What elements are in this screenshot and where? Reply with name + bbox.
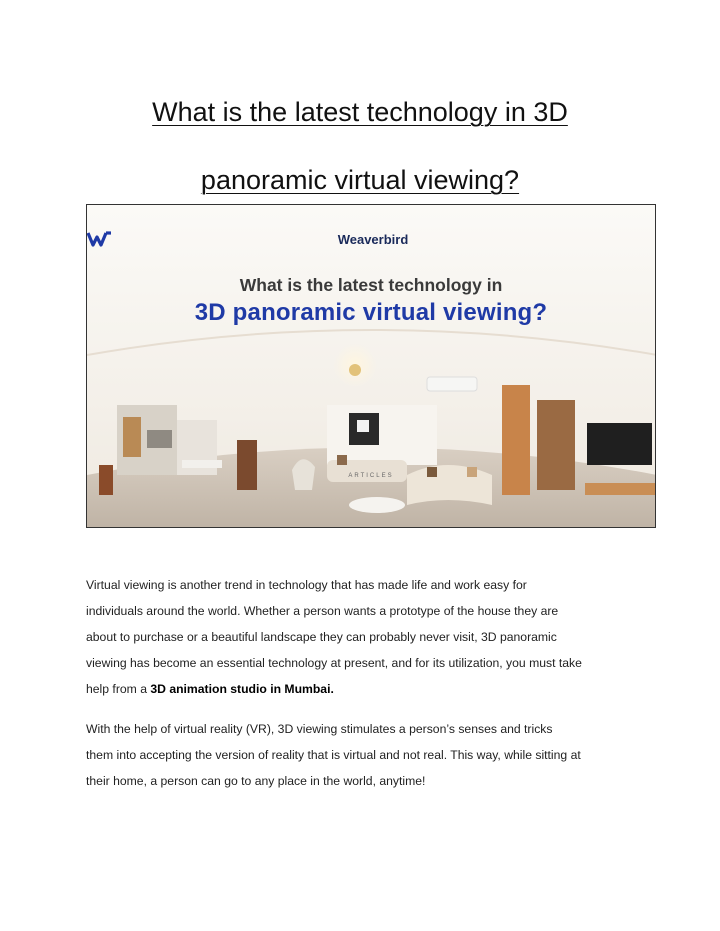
banner-heading: 3D panoramic virtual viewing? <box>194 299 548 326</box>
panorama-room-illustration <box>87 205 656 528</box>
text-segment: . <box>330 682 334 696</box>
panorama-banner-image <box>86 204 656 528</box>
title-line-2: panoramic virtual viewing? <box>200 165 520 195</box>
paragraph-line: viewing has become an essential technology at present, and for its utilization, you must take <box>86 656 582 670</box>
paragraph-line: individuals around the world. Whether a person wants a prototype of the house they are <box>86 604 559 618</box>
paragraph-line: their home, a person can go to any place in the world, anytime! <box>86 774 426 788</box>
paragraph-line <box>86 676 646 702</box>
banner-subheading: What is the latest technology in <box>239 275 503 295</box>
weaverbird-logo <box>87 231 655 247</box>
paragraph-line: them into accepting the version of reality that is virtual and not real. This way, while sitting at <box>86 748 581 762</box>
link-3d-animation-studio[interactable]: 3D animation studio in Mumbai <box>150 682 331 696</box>
logo-text: Weaverbird <box>337 232 409 248</box>
title-line-1: What is the latest technology in 3D <box>152 97 568 127</box>
paragraph-line: With the help of virtual reality (VR), 3D viewing stimulates a person’s senses and tricks <box>86 722 553 736</box>
paragraph-line: about to purchase or a beautiful landscape they can probably never visit, 3D panoramic <box>86 630 557 644</box>
paragraph-2 <box>86 716 646 794</box>
paragraph-1 <box>86 572 646 702</box>
text-segment: help from a <box>86 682 151 696</box>
document-title <box>0 78 720 214</box>
banner-watermark: ARTICLES <box>348 473 394 479</box>
paragraph-line: Virtual viewing is another trend in technology that has made life and work easy for <box>86 578 527 592</box>
